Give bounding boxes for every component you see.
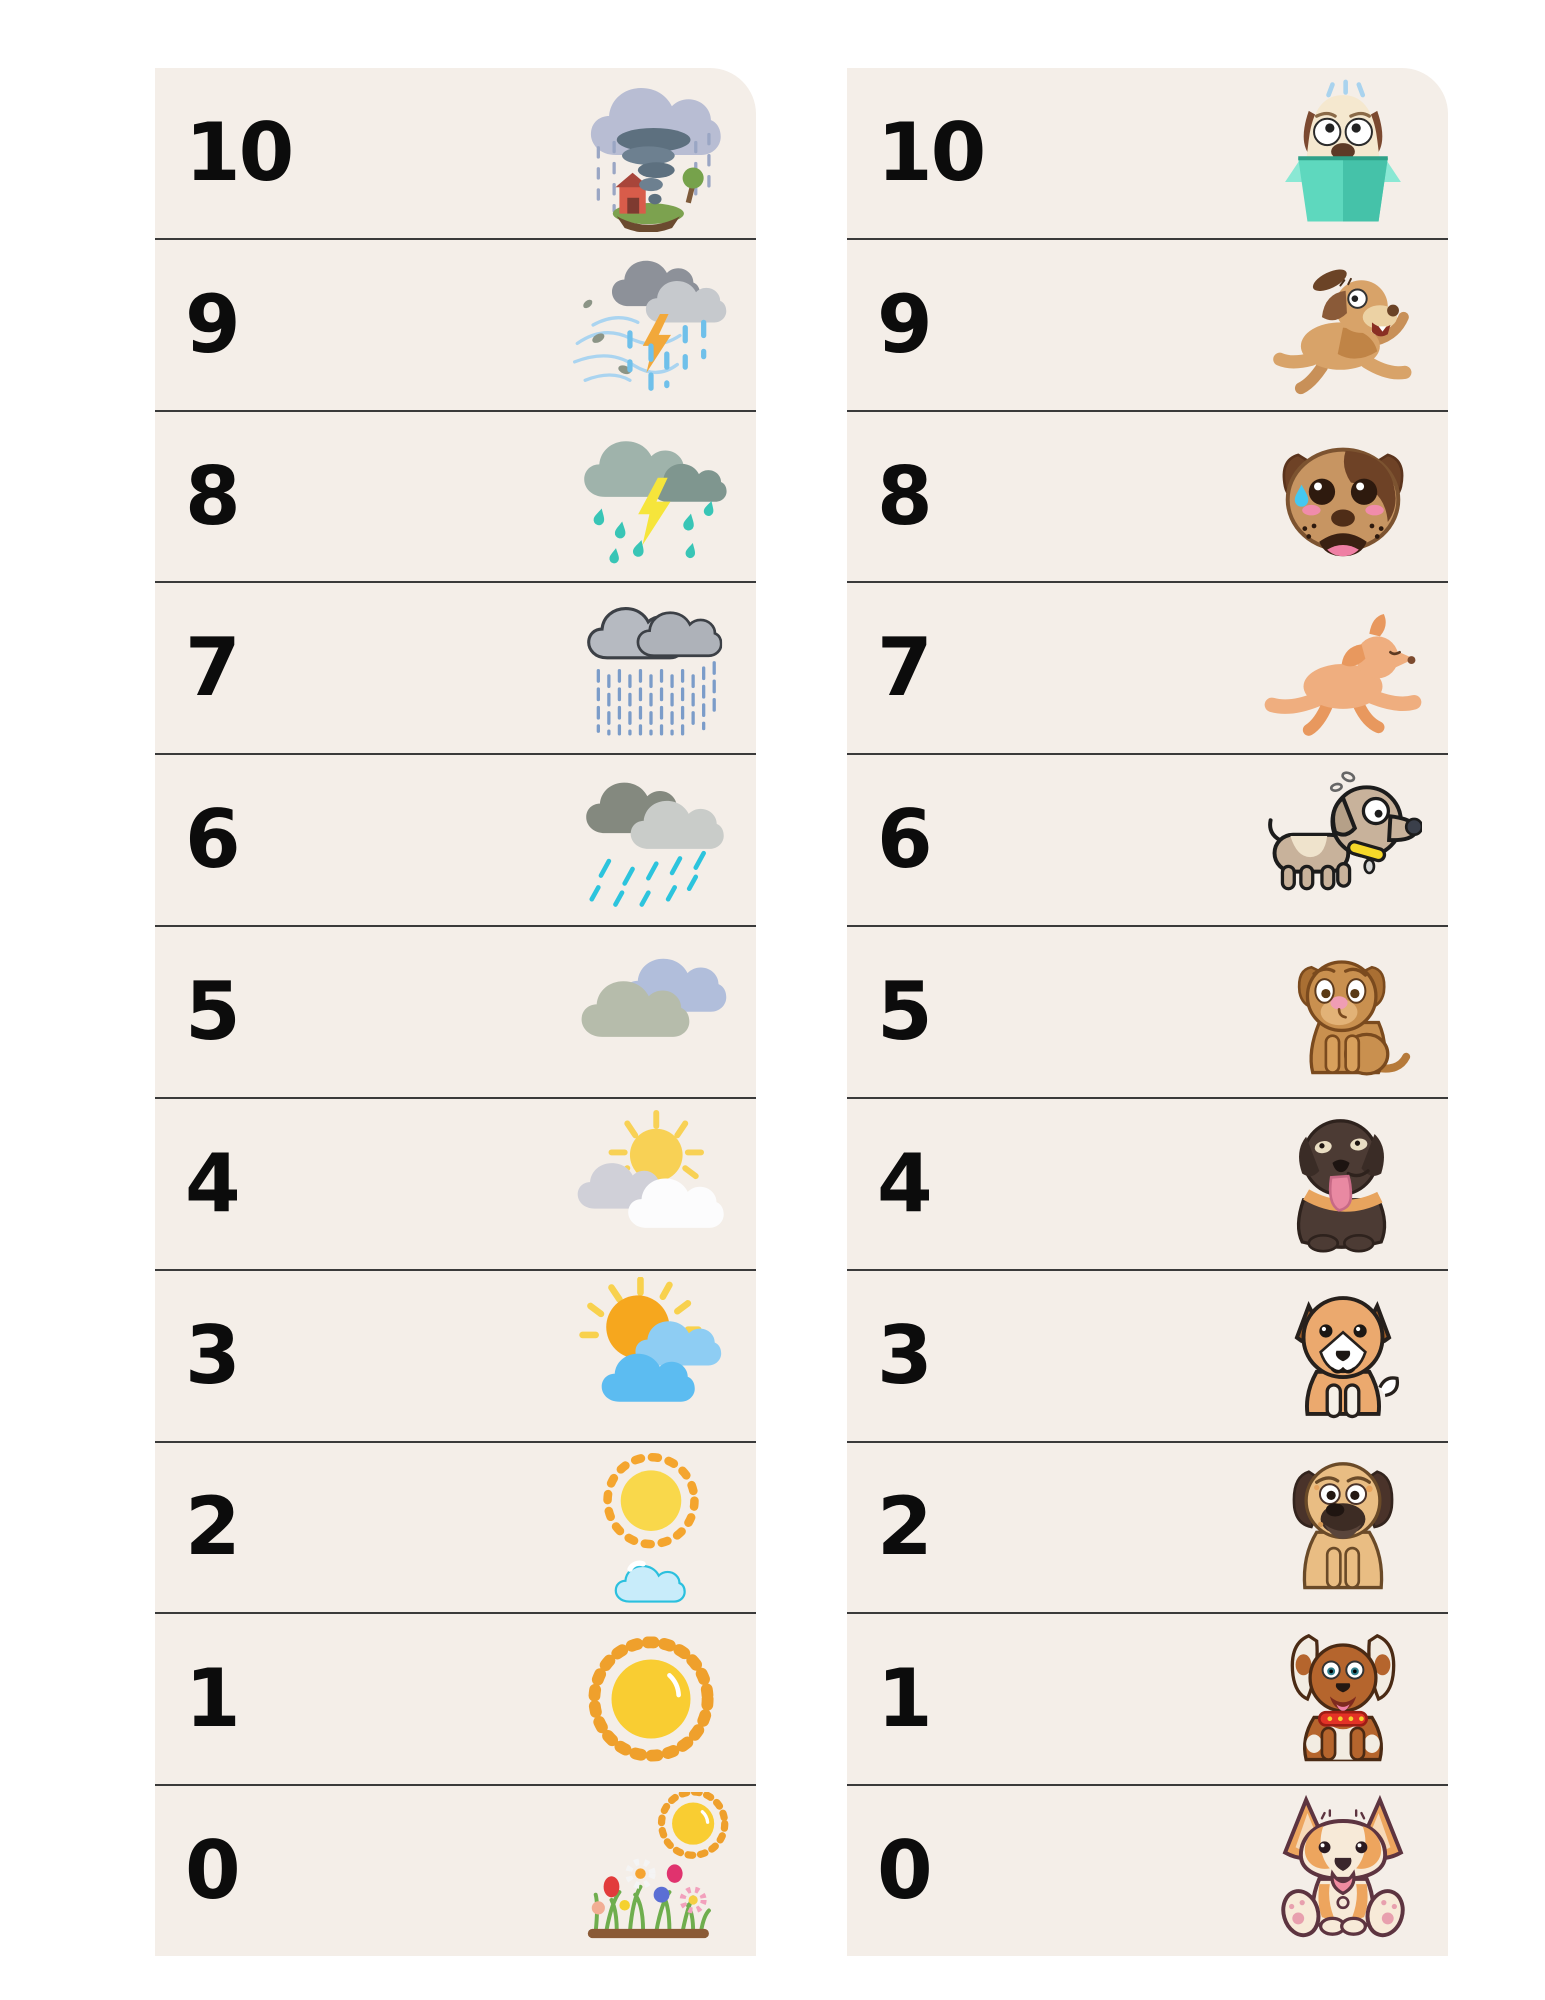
scale-row-weather-4 <box>155 1099 756 1271</box>
scale-row-dog-9 <box>847 240 1448 412</box>
scale-row-weather-3 <box>155 1271 756 1443</box>
scale-row-weather-9 <box>155 240 756 412</box>
scale-row-weather-2 <box>155 1443 756 1615</box>
light-rain-icon <box>572 761 730 919</box>
scale-number: 6 <box>877 793 931 887</box>
overcast-clouds-icon <box>572 933 730 1091</box>
puppy-calm-icon <box>1264 1277 1422 1435</box>
thunderstorm-icon <box>572 418 730 576</box>
scale-number: 9 <box>185 277 239 371</box>
scale-number: 3 <box>185 1308 239 1402</box>
scale-number: 4 <box>877 1136 931 1230</box>
scale-number: 2 <box>877 1480 931 1574</box>
scale-number: 9 <box>877 277 931 371</box>
scale-row-dog-7 <box>847 583 1448 755</box>
dog-running-icon <box>1264 589 1422 747</box>
scale-number: 10 <box>877 105 985 199</box>
scale-row-dog-3 <box>847 1271 1448 1443</box>
scale-row-dog-2 <box>847 1443 1448 1615</box>
scale-number: 10 <box>185 105 293 199</box>
scale-row-dog-10 <box>847 68 1448 240</box>
dog-crying-icon <box>1264 418 1422 576</box>
scale-row-dog-8 <box>847 412 1448 584</box>
scale-number: 8 <box>877 449 931 543</box>
dog-happy-icon <box>1264 1620 1422 1778</box>
scale-row-weather-7 <box>155 583 756 755</box>
scale-number: 0 <box>877 1824 931 1918</box>
scale-number: 3 <box>877 1308 931 1402</box>
bright-sun-icon <box>572 1620 730 1778</box>
scale-row-weather-6 <box>155 755 756 927</box>
sun-small-cloud-icon <box>572 1448 730 1606</box>
scale-number: 8 <box>185 449 239 543</box>
dog-scale-card <box>847 68 1448 1956</box>
corgi-relaxed-icon <box>1264 1792 1422 1950</box>
scale-row-dog-5 <box>847 927 1448 1099</box>
tornado-icon <box>572 74 730 232</box>
weather-scale-card <box>155 68 756 1956</box>
sun-behind-clouds-icon <box>572 1105 730 1263</box>
scale-number: 0 <box>185 1824 239 1918</box>
scale-row-weather-0 <box>155 1786 756 1956</box>
heavy-rain-icon <box>572 589 730 747</box>
scale-number: 4 <box>185 1136 239 1230</box>
scale-number: 7 <box>877 621 931 715</box>
scale-row-dog-0 <box>847 1786 1448 1956</box>
sun-garden-icon <box>572 1792 730 1950</box>
scale-number: 2 <box>185 1480 239 1574</box>
scale-row-weather-5 <box>155 927 756 1099</box>
puppy-content-icon <box>1264 1448 1422 1606</box>
dog-nervous-icon <box>1264 761 1422 919</box>
puppy-panting-icon <box>1264 1105 1422 1263</box>
scale-row-dog-6 <box>847 755 1448 927</box>
dog-hiding-box-icon <box>1264 74 1422 232</box>
windstorm-lightning-icon <box>572 246 730 404</box>
scale-number: 6 <box>185 793 239 887</box>
puppy-worried-icon <box>1264 933 1422 1091</box>
partly-sunny-icon <box>572 1277 730 1435</box>
scale-row-weather-1 <box>155 1614 756 1786</box>
scale-row-dog-1 <box>847 1614 1448 1786</box>
scale-number: 1 <box>185 1652 239 1746</box>
scale-number: 5 <box>185 964 239 1058</box>
scale-number: 7 <box>185 621 239 715</box>
dog-fleeing-icon <box>1264 246 1422 404</box>
scale-number: 5 <box>877 964 931 1058</box>
scale-row-weather-10 <box>155 68 756 240</box>
scale-row-dog-4 <box>847 1099 1448 1271</box>
scale-row-weather-8 <box>155 412 756 584</box>
scale-number: 1 <box>877 1652 931 1746</box>
